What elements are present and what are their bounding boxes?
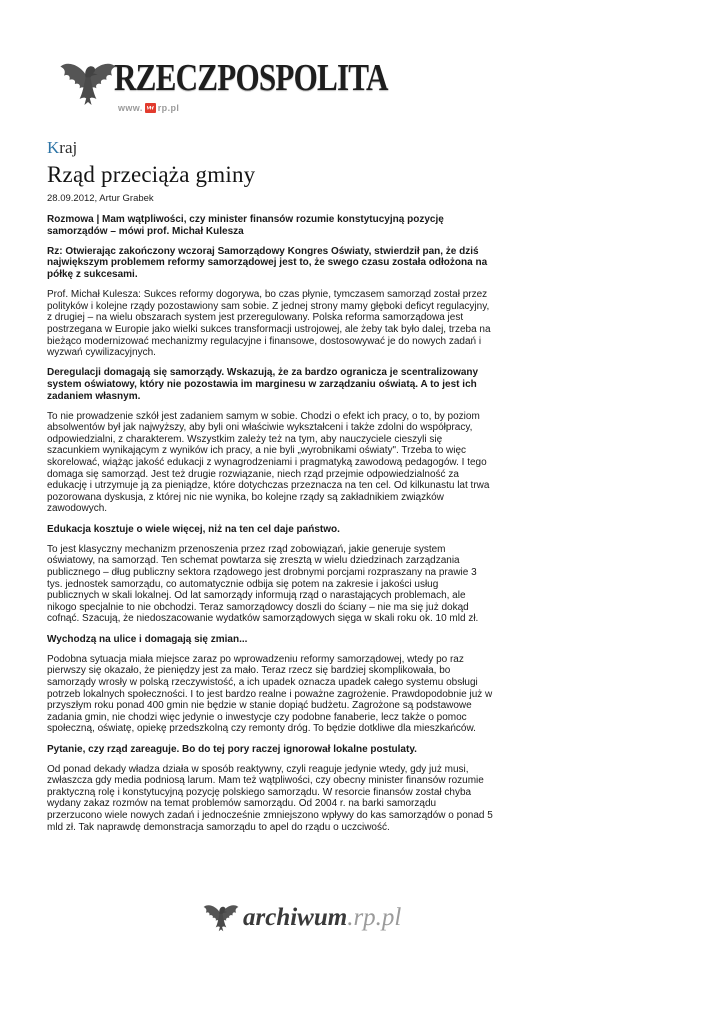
article-paragraph: To jest klasyczny mechanizm przenoszenia przez rząd zobowiązań, jakie generuje system oświatowy, na samorząd. Ten schemat powtarza się zresztą w wielu dziedzinach zarządzania publicznego – dług publiczny sektora rządowego jest drobnymi porcjami rozpraszany na prawie 3 tys. jednostek samorządu, co automatycznie odbija się potem na zakresie i jakości usług publicznych w skali lokalnej. Od lat samorządy informują rząd o narastających problemach, ale nikogo specjalnie to nie obchodzi. Teraz samorządowcy doszli do ściany – nie ma się już dokąd cofnąć. Szacują, że niedoszacowanie wydatków samorządowych sięga w skali roku ok. 10 mld zł. (47, 543, 479, 625)
section-label (47, 138, 607, 158)
article-paragraph: Od ponad dekady władza działa w sposób reaktywny, czyli reaguje jedynie wtedy, gdy już musi, zwłaszcza gdy media podniosą larum. Mam też wątpliwości, czy obecny minister finansów rozumie praktyczną rolę i konstytucyjną pozycję polskiego samorządu. W resorcie finansów został chyba wydany zakaz rozmów na temat problemów samorządu. Od 2004 r. na barki samorządu przerzucono wiele nowych zadań i jednocześnie zmniejszono wpływy do kas samorządów o ponad 5 mld zł. Tak naprawdę demonstracja samorządu to apel do rządu o uczciwość. (47, 763, 493, 833)
article-paragraph: Wychodzą na ulice i domagają się zmian... (47, 633, 248, 645)
eagle-icon (58, 54, 118, 114)
article-paragraph: To nie prowadzenie szkół jest zadaniem samym w sobie. Chodzi o efekt ich pracy, o to, by poziom absolwentów był jak najwyższy, aby byli oni właściwie wykształceni i także zdolni do współpracy, odpowiedzialni, z charakterem. Wszystkim zależy też na tym, aby nauczyciele cieszyli się szacunkiem wynikającym z wyników ich pracy, a nie byli „wyrobnikami oświaty". Trzeba to więc skorelować, wiążąc jakość edukacji z wynagrodzeniami i pragmatyką zawodową pedagogów. I tego domaga się samorząd. Jest też drugie rozwiązanie, niech rząd przejmie odpowiedzialność za edukację i utrzymuje ją za pieniądze, które dotychczas przeznacza na ten cel. Od kilkunastu lat trwa pozorowana dyskusja, z której nic nie wynika, bo kolejne rządy są zakładnikiem związków zawodowych. (47, 410, 490, 515)
article-paragraph: Deregulacji domagają się samorządy. Wskazują, że za bardzo ogranicza je scentralizowany system oświatowy, który nie pozostawia im marginesu w zarządzaniu oświatą. A to jest ich zadaniem własnym. (47, 367, 479, 402)
article-meta: 28.09.2012, Artur Grabek (47, 193, 154, 204)
url-suffix: rp.pl (157, 103, 180, 113)
brand-url (118, 103, 179, 113)
article-paragraph: Pytanie, czy rząd zareaguje. Bo do tej pory raczej ignorował lokalne postulaty. (47, 743, 417, 755)
brand-wordmark: RZECZPOSPOLITA (114, 57, 388, 99)
article-body (47, 138, 607, 842)
article-paragraph: Podobna sytuacja miała miejsce zaraz po wprowadzeniu reformy samorządowej, wtedy po raz pierwszy się okazało, że pieniędzy jest za mało. Teraz rzecz się bardziej skomplikowała, bo samorządy wrosły w polską rzeczywistość, a ich upadek oznacza upadek całego systemu obsługi potrzeb lokalnych społeczności. I to jest bardzo realne i poważne zagrożenie. Prawdopodobnie już w przyszłym roku ponad 400 gmin nie będzie w stanie dopiąć budżetu. Zagrożone są podstawowe zadania gmin, nie chodzi więc jedynie o inwestycje czy podobne fanaberie, lecz także o pomoc społeczną, oświatę, opiekę przedszkolną czy remonty dróg. To będzie dotkliwe dla mieszkańców. (47, 653, 493, 735)
masthead (58, 54, 418, 124)
archiwum-text: archiwum (243, 904, 348, 931)
url-prefix: www. (118, 103, 143, 113)
eagle-icon (201, 901, 241, 935)
archiwum-wordmark (243, 901, 401, 935)
article-paragraph: Edukacja kosztuje o wiele więcej, niż na ten cel daje państwo. (47, 523, 340, 535)
paragraphs (47, 214, 493, 833)
article-paragraph: Rz: Otwierając zakończony wczoraj Samorządowy Kongres Oświaty, stwierdził pan, że dziś największym problemem reformy samorządowej jest to, że swego czasu została odłożona na półkę z sukcesami. (47, 245, 488, 280)
article-paragraph: Rozmowa | Mam wątpliwości, czy minister finansów rozumie konstytucyjną pozycję samorządów – mówi prof. Michał Kulesza (47, 214, 444, 237)
rp-mark-icon (145, 103, 156, 113)
page-title: Rząd przeciąża gminy (47, 162, 256, 187)
section-initial: K (47, 138, 60, 157)
article-paragraph: Prof. Michał Kulesza: Sukces reformy dogorywa, bo czas płynie, tymczasem samorząd został przez polityków i kolejne rządy pozostawiony sam sobie. Z jednej strony mamy głęboki deficyt regulacyjny, z drugiej – na wielu obszarach system jest przeregulowany. Polska reforma samorządowa jest postrzegana w Europie jako wielki sukces transformacji ustrojowej, ale żeby tak było dalej, trzeba na bieżąco modernizować mechanizmy regulacyjne i finansowe, dostosowywać je do nowych zadań i wyzwań cywilizacyjnych. (47, 289, 491, 359)
section-rest: raj (59, 138, 78, 157)
archiwum-suffix: .rp.pl (347, 904, 402, 931)
archiwum-logo[interactable] (201, 901, 401, 935)
